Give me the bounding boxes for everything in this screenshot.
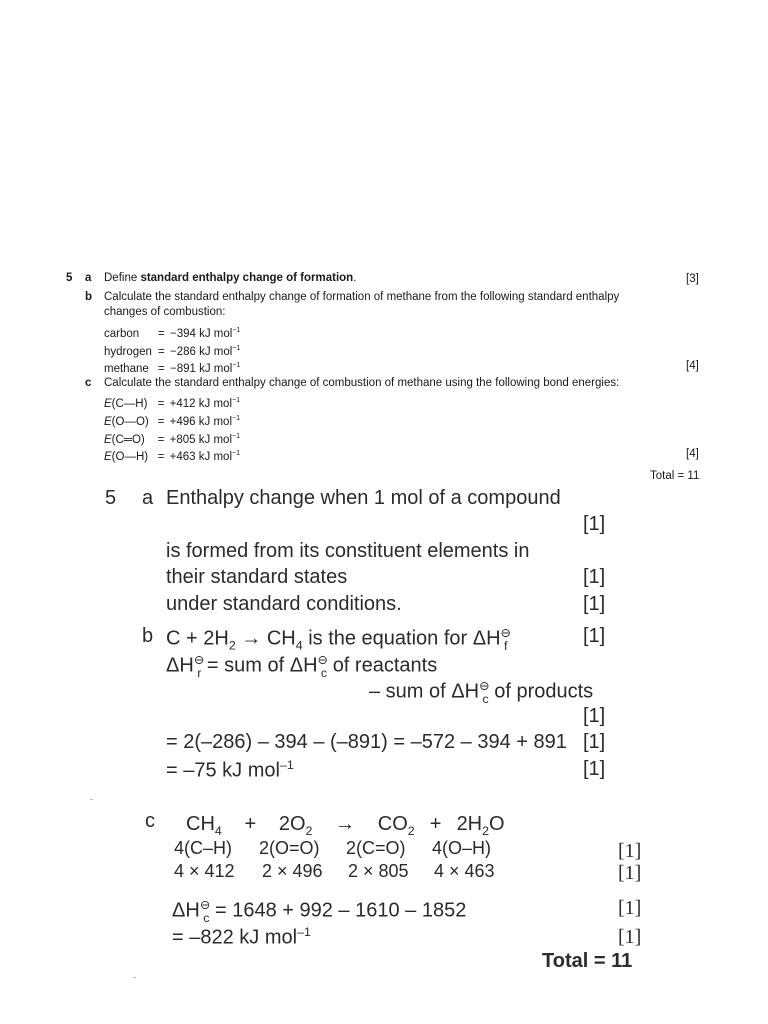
part-a-text (104, 270, 356, 287)
part-c-text: Calculate the standard enthalpy change of combustion of methane using the following bond energies: (104, 377, 620, 389)
answer-a-mark-3: [1] (583, 566, 606, 588)
answer-b-label: b (142, 625, 154, 647)
combustion-eq: = (158, 345, 165, 358)
answer-a-line-4: under standard conditions. (166, 593, 402, 615)
answer-b-calc: = 2(–286) – 394 – (–891) = –572 – 394 + 891 (166, 731, 567, 753)
answer-b-mark-4: [1] (583, 758, 606, 780)
combustion-exp: −1 (232, 326, 241, 334)
part-b-mark: [4] (686, 360, 699, 372)
answer-a-label: a (142, 487, 154, 509)
question-total: Total = 11 (650, 470, 700, 482)
part-b-text-1: Calculate the standard enthalpy change of formation of methane from the following standard enthalpy (104, 291, 620, 303)
bond-energy-product: 2 × 805 (348, 861, 409, 881)
answer-a-mark-4: [1] (583, 593, 606, 615)
bond-count: 4(O–H) (432, 838, 492, 858)
bond-energy-exp: −1 (232, 396, 241, 404)
bond-energy-exp: −1 (232, 414, 241, 422)
formation-equation-text: is the equation for (308, 627, 468, 650)
answer-c-sum-mark: [1] (618, 897, 642, 919)
hess-products-text: of products (494, 680, 594, 703)
part-a-label: a (85, 272, 92, 284)
combustion-value: −891 kJ mol (170, 362, 233, 375)
bond-energy-eq: = (157, 433, 165, 446)
part-c-label: c (85, 377, 92, 389)
answer-c-label: c (145, 810, 155, 832)
answer-a-line-1: Enthalpy change when 1 mol of a compound (166, 487, 561, 509)
part-c-mark: [4] (686, 448, 699, 460)
bond-energy-symbol: E (104, 415, 112, 428)
bond-energy-value: +412 kJ mol (169, 397, 232, 410)
answer-number: 5 (105, 487, 117, 509)
hess-sum-text: = sum of (206, 654, 285, 677)
bond-energy-eq: = (157, 397, 165, 410)
bond-count: 2(O=O) (259, 838, 320, 858)
bond-energy-product: 2 × 496 (262, 861, 323, 881)
combustion-name: hydrogen (104, 345, 152, 358)
scan-speck (90, 799, 93, 800)
answer-c-sum: $\Delta H^⊖_c = 1648 + 992 - 1610 - 1852$ (172, 898, 467, 925)
part-b-text-2: changes of combustion: (104, 306, 226, 318)
bond-count: 4(C–H) (174, 838, 233, 858)
answer-b-mark-2: [1] (583, 705, 606, 727)
scan-speck (133, 977, 136, 978)
bond-energy-product: 4 × 463 (434, 861, 495, 881)
hess-reactants-text: of reactants (332, 654, 438, 677)
answer-b-mark-1: [1] (583, 625, 606, 647)
answer-a-line-3: their standard states (166, 566, 348, 588)
bond-energy-bond: (C═O) (111, 433, 145, 446)
bond-energy-product: 4 × 412 (174, 861, 235, 881)
bond-energy-symbol: E (104, 397, 112, 410)
question-number: 5 (66, 272, 73, 284)
combustion-value: −394 kJ mol (170, 327, 233, 340)
combustion-exp: −1 (232, 344, 241, 352)
answer-a-mark-1: [1] (583, 513, 606, 535)
part-b-label: b (85, 291, 93, 303)
answer-c-products-mark: [1] (618, 862, 642, 884)
hess-sum-line: $\Delta H^⊖_r$ = sum of $\Delta H^⊖_c$ of reactants (166, 653, 438, 680)
part-a-text-post: . (353, 272, 357, 284)
combustion-exp: −1 (232, 361, 241, 369)
bond-energy-row (104, 445, 240, 466)
bond-energy-value: +496 kJ mol (169, 415, 232, 428)
bond-energy-exp: −1 (232, 432, 241, 440)
combustion-eq: = (158, 362, 165, 375)
bond-energy-bond: (O—H) (111, 450, 149, 463)
answer-c-result (172, 925, 311, 950)
bond-energy-symbol: E (104, 450, 112, 463)
bond-energy-value: +805 kJ mol (169, 433, 232, 446)
part-a-text-bold: standard enthalpy change of formation (140, 272, 354, 284)
answer-b-mark-3: [1] (583, 731, 606, 753)
combustion-name: methane (104, 362, 149, 375)
answer-c-result-exp: –1 (297, 925, 311, 939)
bond-energy-eq: = (157, 415, 165, 428)
answer-c-result-mark: [1] (618, 926, 642, 948)
answer-c-sum-value: = 1648 + 992 – 1610 – 1852 (214, 899, 467, 922)
answer-c-bonds-mark: [1] (618, 840, 642, 862)
combustion-value: −286 kJ mol (170, 345, 233, 358)
answer-b-result-value: = –75 kJ mol (166, 759, 280, 782)
combustion-eq: = (158, 327, 165, 340)
bond-energy-value: +463 kJ mol (169, 450, 232, 463)
hess-minus-line: – sum of $\Delta H^⊖_c$ of products (369, 679, 594, 706)
bond-energy-bond: (C—H) (111, 397, 148, 410)
part-a-mark: [3] (686, 273, 699, 285)
answer-c-result-value: = –822 kJ mol (172, 926, 298, 949)
bond-energy-eq: = (157, 450, 165, 463)
answer-total: Total = 11 (542, 950, 633, 972)
bond-energy-bond: (O—O) (111, 415, 149, 428)
answer-b-result (166, 758, 294, 783)
hess-minus-text: – sum of (369, 680, 446, 703)
answer-a-line-2: is formed from its constituent elements in (166, 540, 530, 562)
bond-count: 2(C=O) (346, 838, 406, 858)
formation-equation: $C + 2H_2 \to CH_4$ is the equation for $\Delta H^⊖_f$ (166, 626, 511, 653)
part-a-text-pre: Define (104, 272, 141, 284)
answer-b-result-exp: –1 (279, 758, 294, 772)
bond-energy-symbol: E (104, 433, 112, 446)
combustion-name: carbon (104, 327, 140, 340)
bond-energy-exp: −1 (232, 449, 241, 457)
combustion-equation: $CH_4 + 2O_2 \to CO_2 + 2H_2O$ (186, 813, 505, 838)
